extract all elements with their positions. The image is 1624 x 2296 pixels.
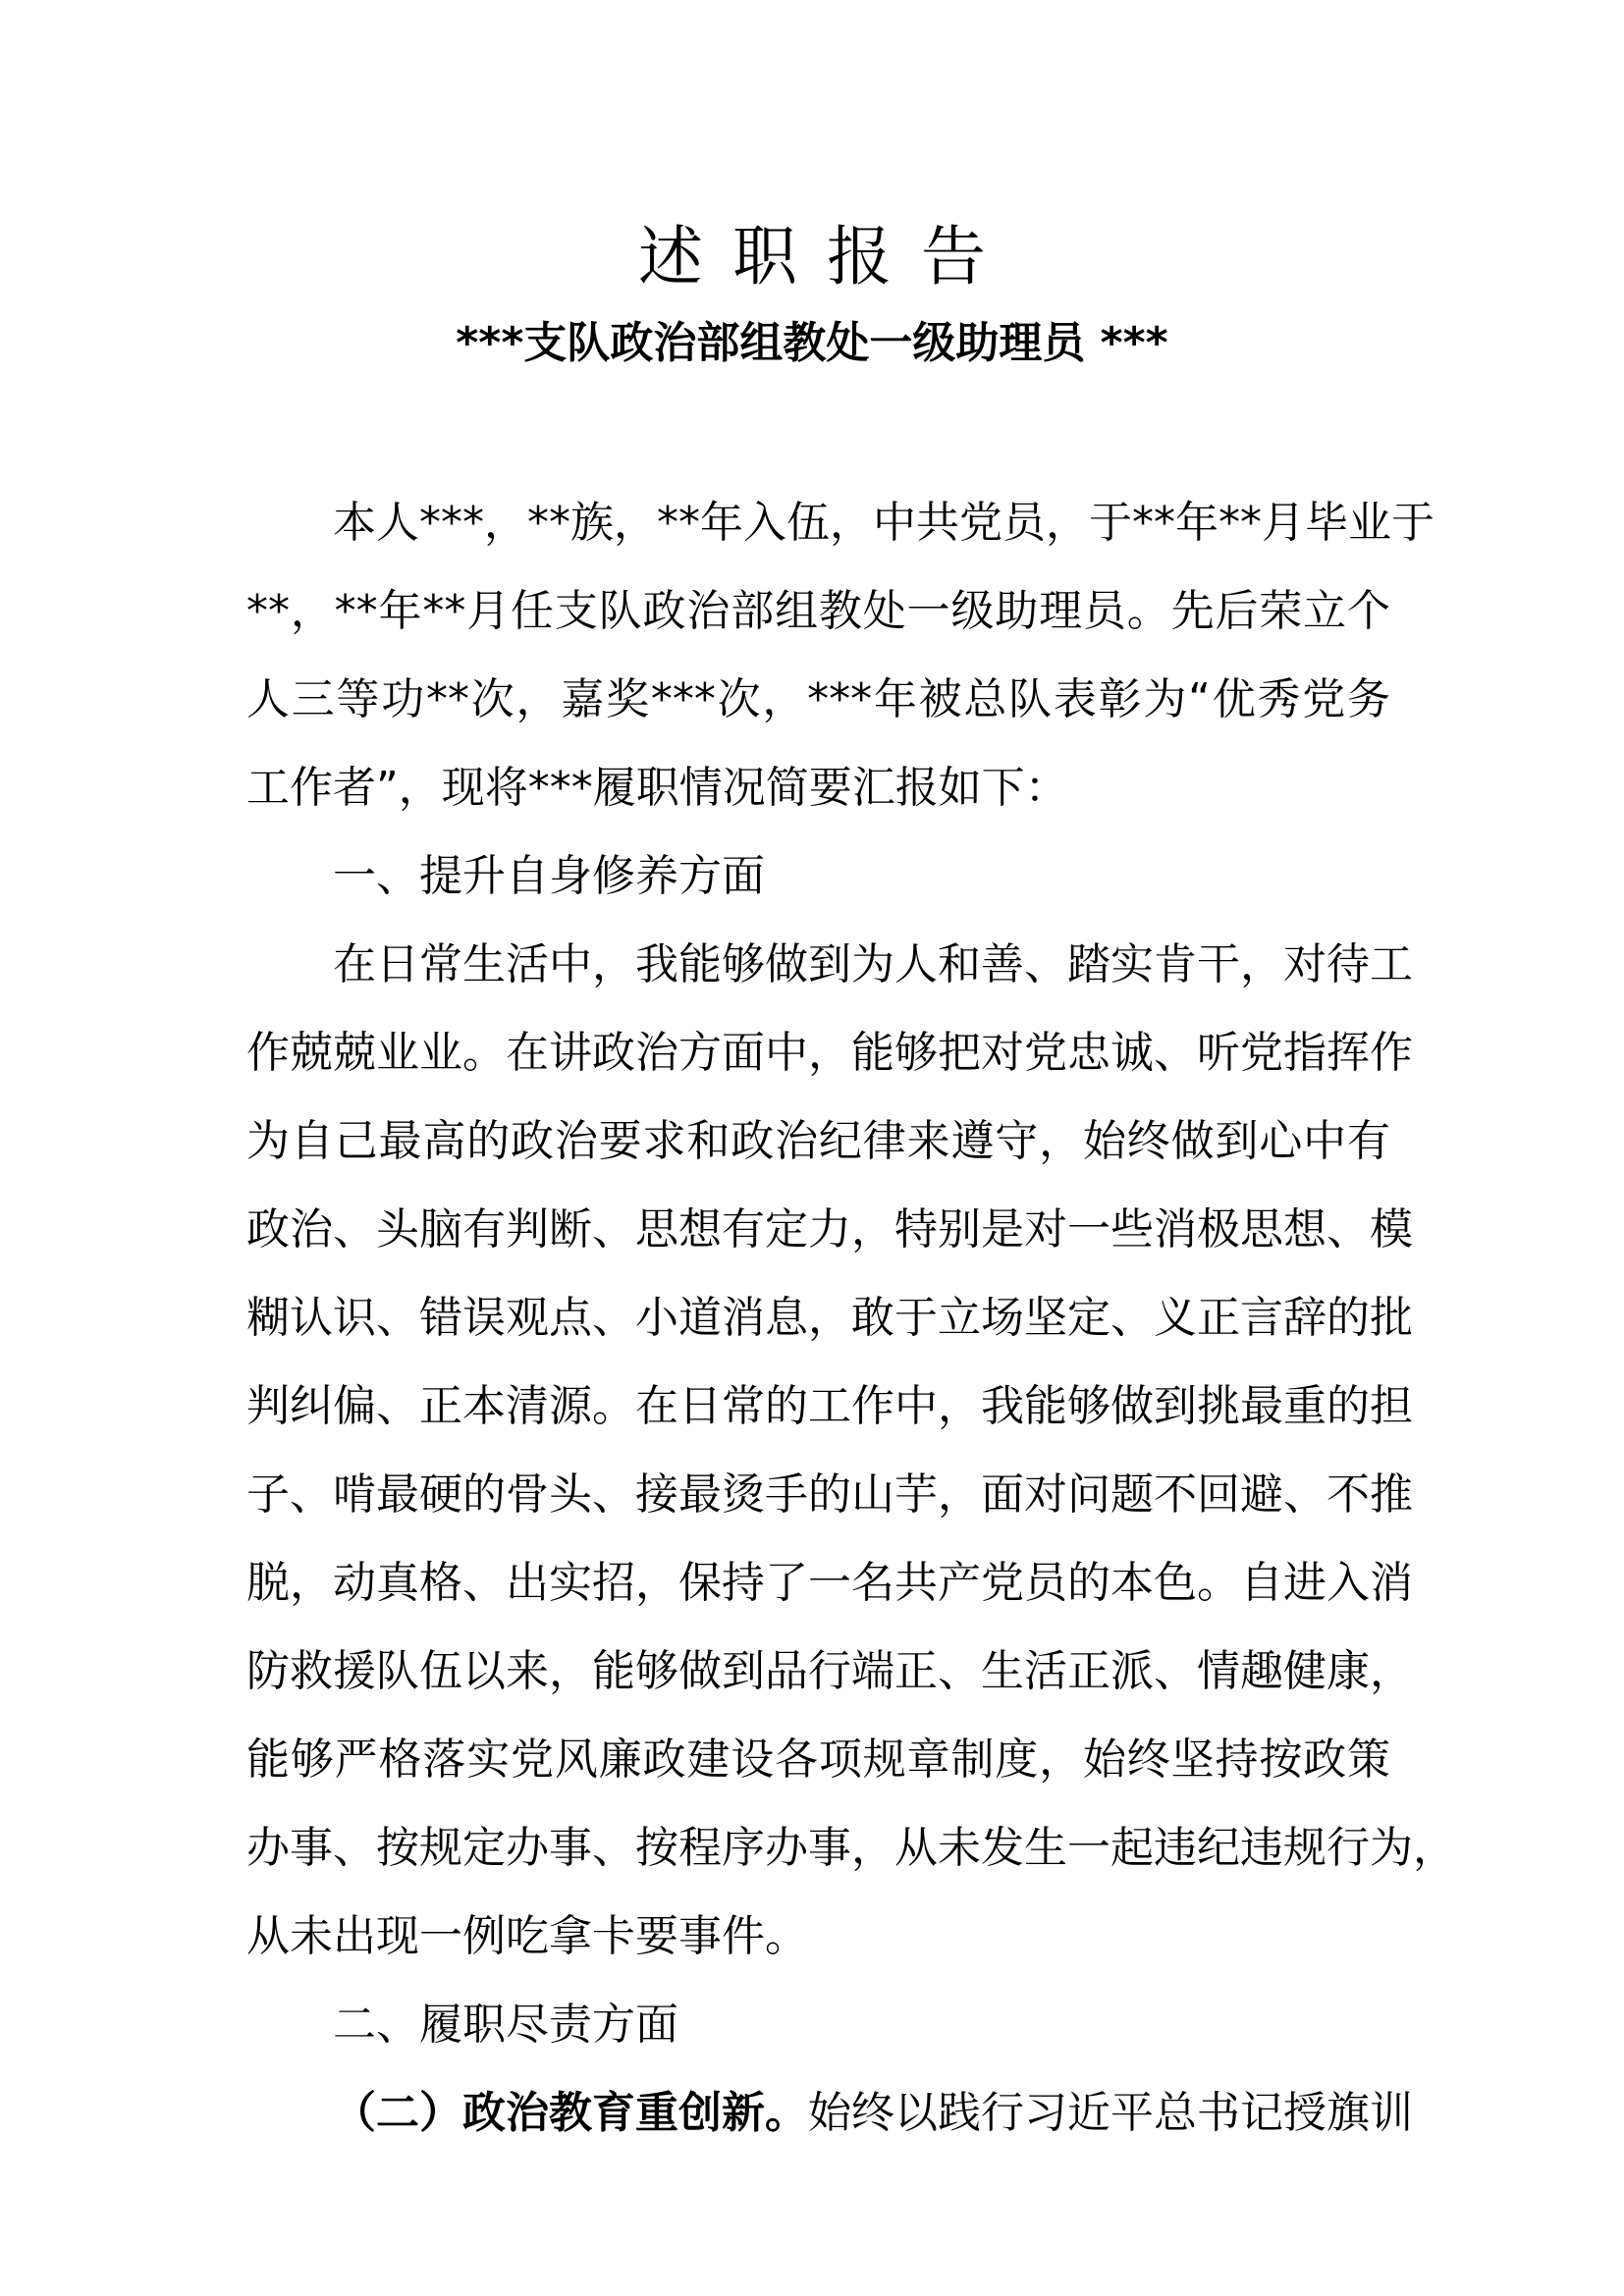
paragraph-line: 为自己最高的政治要求和政治纪律来遵守，始终做到心中有 — [246, 1116, 1390, 1166]
paragraph-line: 作兢兢业业。在讲政治方面中，能够把对党忠诚、听党指挥作 — [246, 1028, 1413, 1078]
paragraph-line: 工作者”，现将***履职情况简要汇报如下： — [246, 763, 1068, 813]
subsection-heading: （二）政治教育重创新。 — [333, 2088, 808, 2138]
paragraph-line: **，**年**月任支队政治部组教处一级助理员。先后荣立个 — [246, 586, 1390, 636]
subsection-text: 始终以践行习近平总书记授旗训 — [808, 2088, 1413, 2138]
paragraph-line: 本人***，**族，**年入伍，中共党员，于**年**月毕业于 — [333, 498, 1435, 548]
document-subtitle: ***支队政治部组教处一级助理员 *** — [456, 318, 1168, 368]
section-heading: 二、履职尽责方面 — [333, 2000, 678, 2050]
document-title: 述职报告 — [638, 219, 1015, 294]
paragraph-line: 脱，动真格、出实招，保持了一名共产党员的本色。自进入消 — [246, 1558, 1413, 1608]
paragraph-line: 防救援队伍以来，能够做到品行端正、生活正派、情趣健康， — [246, 1646, 1413, 1696]
paragraph-line: 办事、按规定办事、按程序办事，从未发生一起违纪违规行为， — [246, 1823, 1456, 1873]
paragraph-line: 判纠偏、正本清源。在日常的工作中，我能够做到挑最重的担 — [246, 1381, 1413, 1431]
section-heading: 一、提升自身修养方面 — [333, 851, 765, 901]
subsection-line — [246, 2069, 1413, 2158]
paragraph-line: 能够严格落实党风廉政建设各项规章制度，始终坚持按政策 — [246, 1735, 1390, 1785]
paragraph-line: 人三等功**次，嘉奖***次，***年被总队表彰为“优秀党务 — [246, 674, 1390, 724]
paragraph-line: 子、啃最硬的骨头、接最烫手的山芋，面对问题不回避、不推 — [246, 1469, 1413, 1520]
paragraph-line: 糊认识、错误观点、小道消息，敢于立场坚定、义正言辞的批 — [246, 1293, 1413, 1343]
paragraph-line: 从未出现一例吃拿卡要事件。 — [246, 1911, 808, 1961]
paragraph-line: 政治、头脑有判断、思想有定力，特别是对一些消极思想、模 — [246, 1204, 1413, 1255]
document-body — [246, 479, 1456, 2158]
paragraph-line: 在日常生活中，我能够做到为人和善、踏实肯干，对待工 — [333, 939, 1413, 989]
